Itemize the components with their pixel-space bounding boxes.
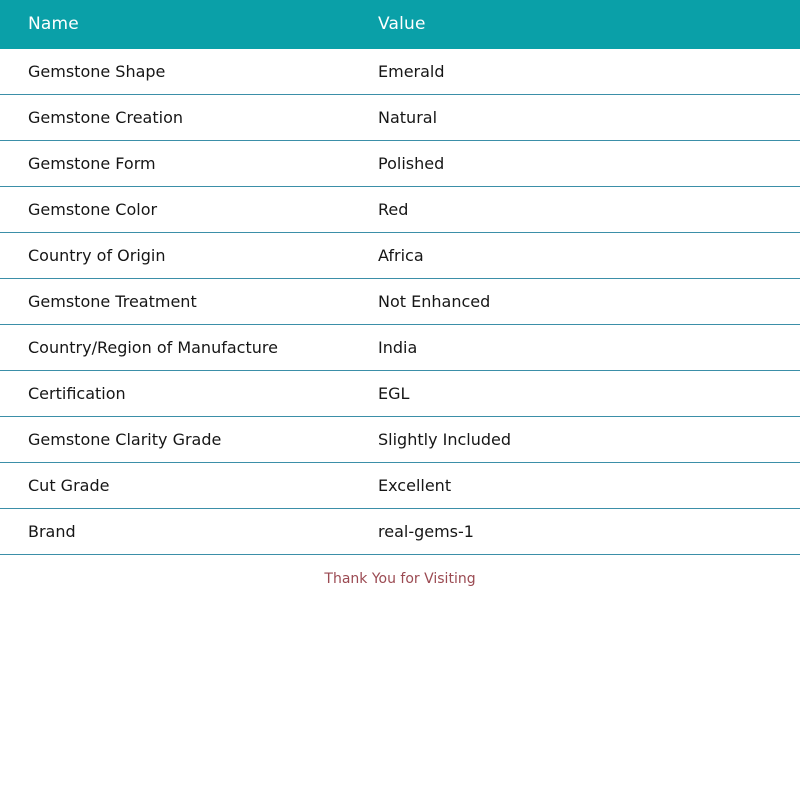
cell-value: Polished bbox=[350, 141, 800, 187]
cell-value: real-gems-1 bbox=[350, 509, 800, 555]
table-row bbox=[0, 371, 800, 417]
table-row bbox=[0, 95, 800, 141]
cell-name: Certification bbox=[0, 371, 350, 417]
table-row bbox=[0, 325, 800, 371]
table-row bbox=[0, 279, 800, 325]
cell-value: Excellent bbox=[350, 463, 800, 509]
table-row bbox=[0, 187, 800, 233]
table-body bbox=[0, 49, 800, 555]
cell-name: Country of Origin bbox=[0, 233, 350, 279]
cell-name: Cut Grade bbox=[0, 463, 350, 509]
cell-value: Emerald bbox=[350, 49, 800, 95]
cell-value: Slightly Included bbox=[350, 417, 800, 463]
footer bbox=[0, 555, 800, 587]
table-header bbox=[0, 0, 800, 49]
column-header-value: Value bbox=[350, 0, 800, 49]
cell-value: EGL bbox=[350, 371, 800, 417]
table-row bbox=[0, 417, 800, 463]
cell-value: Red bbox=[350, 187, 800, 233]
cell-value: Not Enhanced bbox=[350, 279, 800, 325]
cell-name: Brand bbox=[0, 509, 350, 555]
cell-name: Gemstone Creation bbox=[0, 95, 350, 141]
footer-note: Thank You for Visiting bbox=[324, 571, 476, 587]
cell-value: India bbox=[350, 325, 800, 371]
cell-name: Gemstone Clarity Grade bbox=[0, 417, 350, 463]
cell-name: Gemstone Form bbox=[0, 141, 350, 187]
cell-name: Gemstone Color bbox=[0, 187, 350, 233]
cell-value: Africa bbox=[350, 233, 800, 279]
table-row bbox=[0, 49, 800, 95]
table-row bbox=[0, 509, 800, 555]
table-row bbox=[0, 463, 800, 509]
cell-name: Gemstone Shape bbox=[0, 49, 350, 95]
cell-value: Natural bbox=[350, 95, 800, 141]
table-row bbox=[0, 233, 800, 279]
cell-name: Country/Region of Manufacture bbox=[0, 325, 350, 371]
cell-name: Gemstone Treatment bbox=[0, 279, 350, 325]
column-header-name: Name bbox=[0, 0, 350, 49]
table-row bbox=[0, 141, 800, 187]
table-header-row bbox=[0, 0, 800, 49]
